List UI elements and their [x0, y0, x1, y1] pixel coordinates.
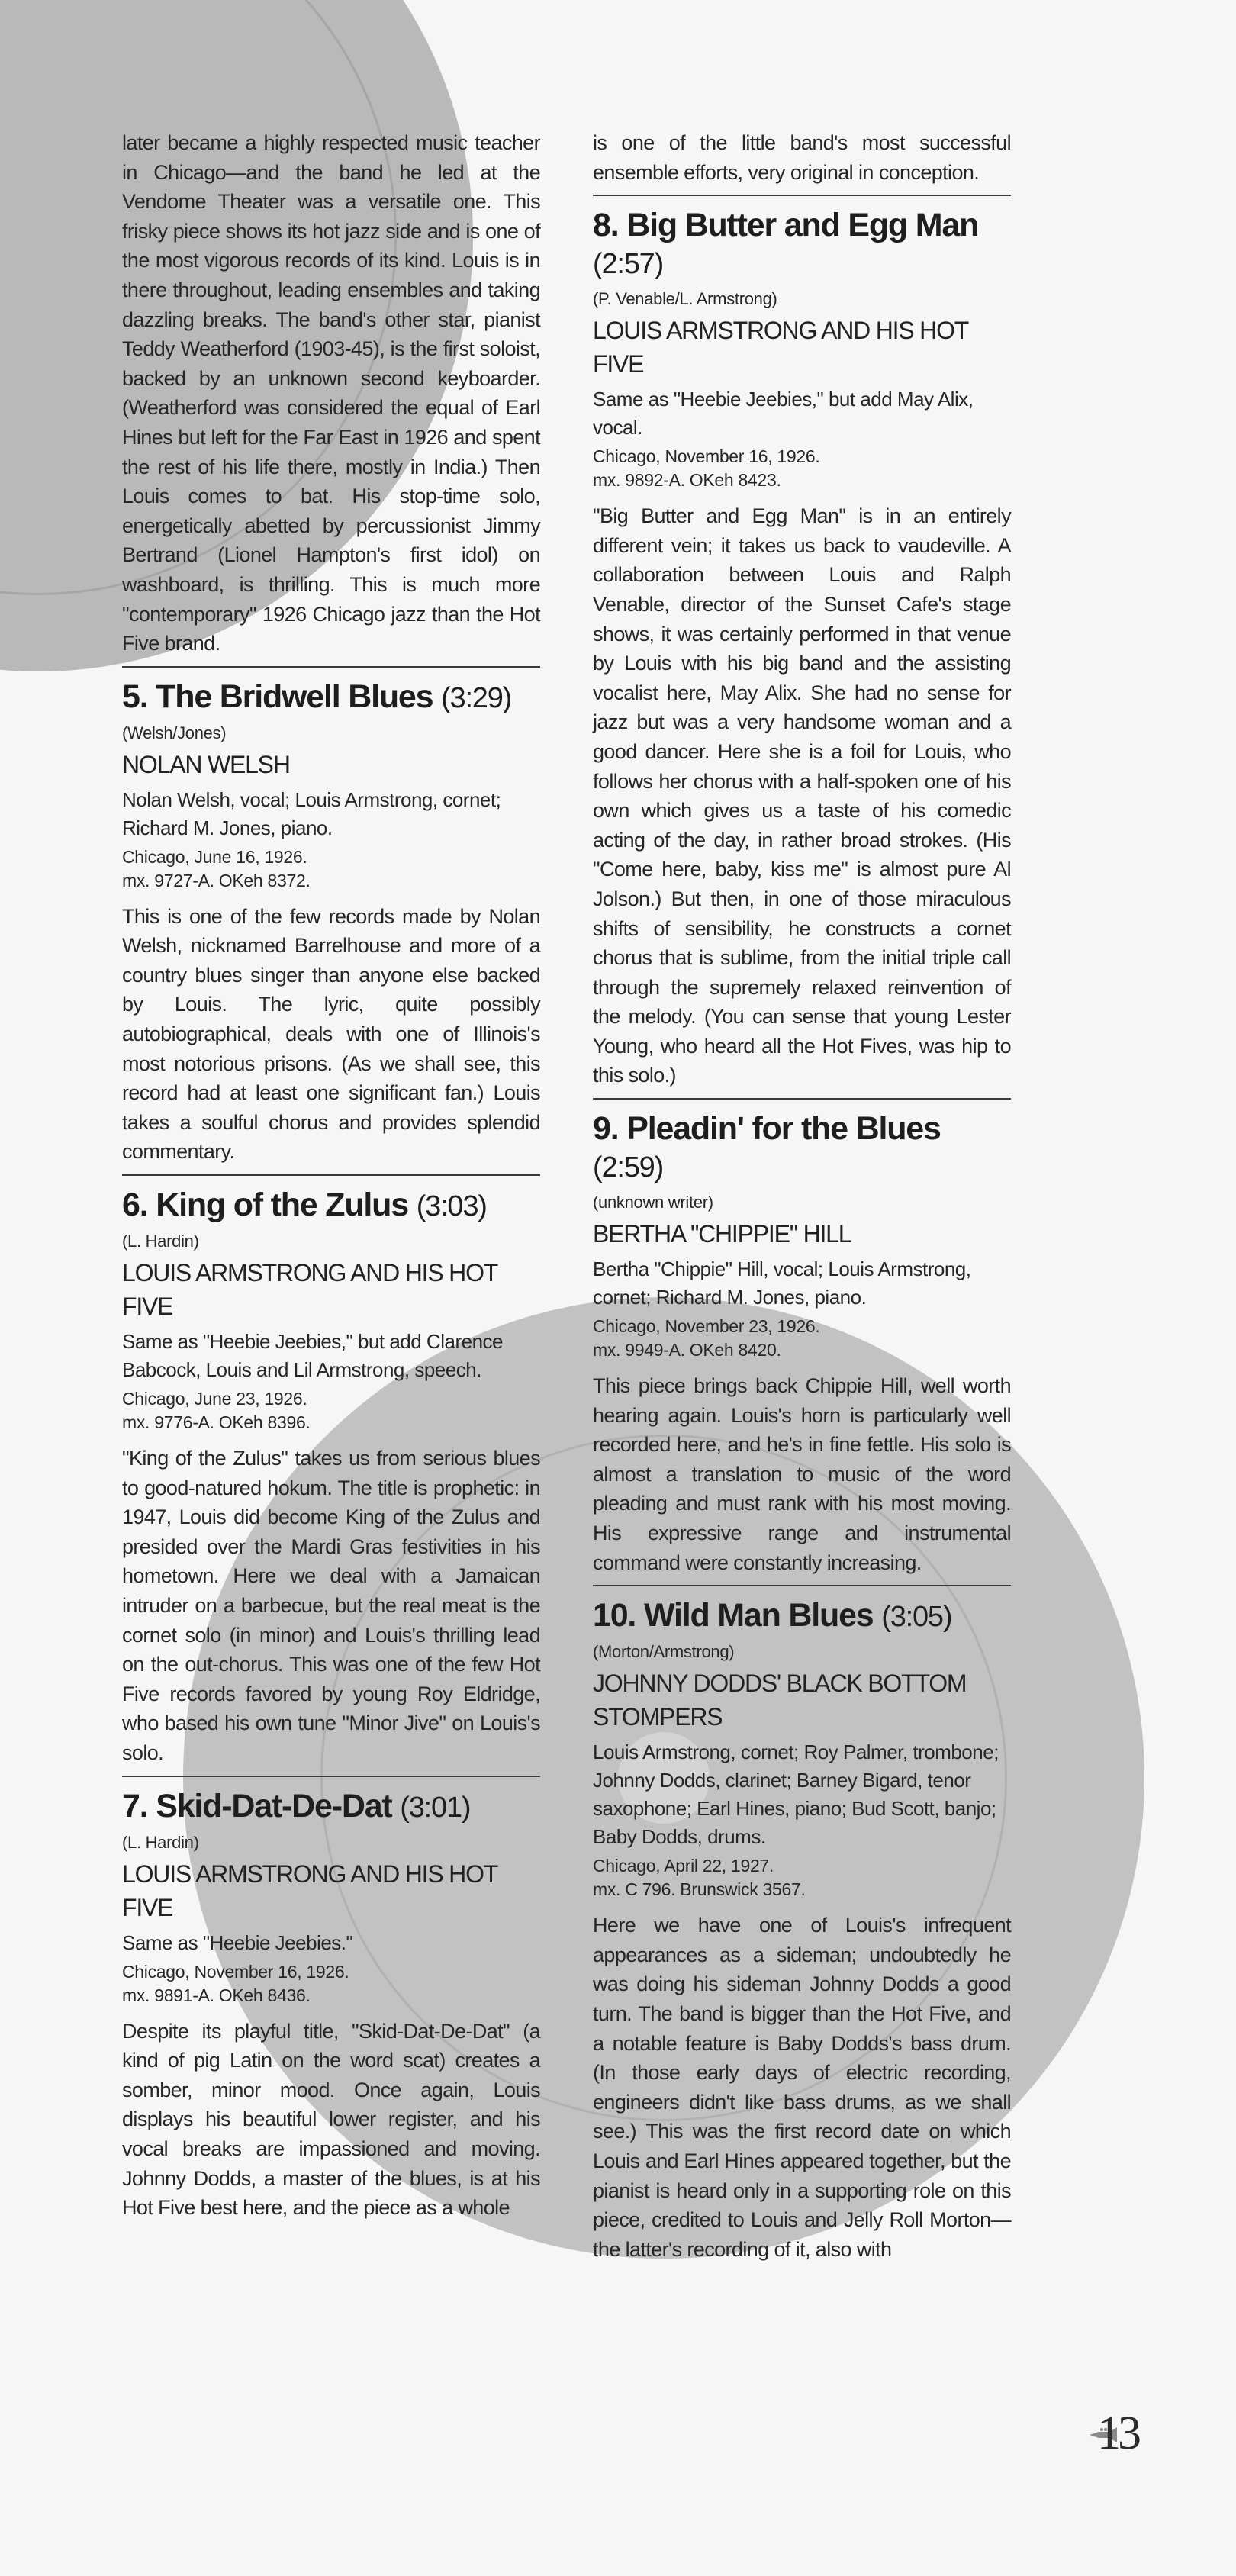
track-personnel: Louis Armstrong, cornet; Roy Palmer, trombone; Johnny Dodds, clarinet; Barney Bigard, tenor saxophone; Earl Hines, piano; Bud Scott, banjo; Baby Dodds, drums. [593, 1740, 999, 1849]
track-duration: (3:29) [441, 681, 512, 714]
track-band: LOUIS ARMSTRONG AND HIS HOT FIVE [122, 1860, 497, 1921]
track-entry-9 [593, 1110, 1011, 1577]
track-notes: "King of the Zulus" takes us from serious blues to good-natured hokum. The title is prophetic: in 1947, Louis did become King of the Zulus and presided over the Mardi Gras festivities in his hometown. Here we deal with a Jamaican intruder on a barbecue, but the real meat is the cornet solo (in minor) and Louis's thrilling lead on the out-chorus. This was one of the few Hot Five records favored by young Roy Eldridge, who based his own tune "Minor Jive" on Louis's solo. [122, 1447, 540, 1764]
track-matrix: mx. 9891-A. OKeh 8436. [122, 1985, 311, 2005]
section-divider [593, 1585, 1011, 1586]
track-writers: (Morton/Armstrong) [593, 1642, 735, 1662]
track-name: Pleadin' for the Blues [626, 1110, 941, 1148]
track-personnel: Same as "Heebie Jeebies," but add May Alix, vocal. [593, 388, 974, 440]
track-name: The Bridwell Blues [156, 678, 433, 715]
continued-paragraph: is one of the little band's most successful ensemble efforts, very original in conception. [593, 131, 1011, 184]
right-column [593, 128, 1011, 2264]
track-title [593, 1110, 1011, 1187]
track-place-date: Chicago, April 22, 1927. [593, 1856, 774, 1876]
track-matrix: mx. C 796. Brunswick 3567. [593, 1879, 806, 1900]
track-title [593, 207, 1011, 283]
track-writers: (unknown writer) [593, 1193, 713, 1212]
track-matrix: mx. 9776-A. OKeh 8396. [122, 1412, 311, 1433]
track-personnel: Same as "Heebie Jeebies." [122, 1930, 353, 1954]
track-personnel: Same as "Heebie Jeebies," but add Clarence Babcock, Louis and Lil Armstrong, speech. [122, 1330, 503, 1382]
track-entry-8 [593, 207, 1011, 1090]
track-personnel: Nolan Welsh, vocal; Louis Armstrong, cornet; Richard M. Jones, piano. [122, 787, 501, 839]
track-writers: (L. Hardin) [122, 1832, 199, 1852]
track-personnel: Bertha "Chippie" Hill, vocal; Louis Armstrong, cornet; Richard M. Jones, piano. [593, 1257, 971, 1309]
track-duration: (2:59) [593, 1151, 664, 1184]
track-entry-5 [122, 678, 540, 1167]
track-notes: Here we have one of Louis's infrequent appearances as a sideman; undoubtedly he was doing his sideman Johnny Dodds a good turn. The band is bigger than the Hot Five, and a notable feature is Baby Dodds's bass drum. (In those early days of electric recording, engineers didn't like bass drums, as we shall see.) This was the first record date on which Louis and Earl Hines appeared together, but the pianist is heard only in a supporting role on this piece, credited to Louis and Jelly Roll Morton—the latter's recording of it, also with [593, 1914, 1011, 2261]
track-title [122, 1187, 540, 1225]
track-band: LOUIS ARMSTRONG AND HIS HOT FIVE [593, 317, 968, 378]
track-name: Big Butter and Egg Man [626, 207, 979, 244]
track-number: 8. [593, 207, 619, 244]
track-name: King of the Zulus [156, 1187, 408, 1224]
track-band: LOUIS ARMSTRONG AND HIS HOT FIVE [122, 1259, 497, 1321]
continued-paragraph: later became a highly respected music teacher in Chicago—and the band he led at the Vendome Theater was a versatile one. This frisky piece shows its hot jazz side and is one of the most vigorous records of its kind. Louis is in there throughout, leading ensembles and taking dazzling breaks. The band's other star, pianist Teddy Weatherford (1903-45), is the first soloist, backed by an unknown second keyboarder. (Weatherford was considered the equal of Earl Hines but left for the Far East in 1926 and spent the rest of his life there, mostly in India.) Then Louis comes to bat. His stop-time solo, energetically abetted by percussionist Jimmy Bertrand (Lionel Hampton's first idol) on washboard, is thrilling. This is much more "contemporary" 1926 Chicago jazz than the Hot Five brand. [122, 131, 540, 655]
track-matrix: mx. 9892-A. OKeh 8423. [593, 470, 781, 491]
track-number: 7. [122, 1787, 148, 1824]
track-writers: (Welsh/Jones) [122, 723, 227, 742]
track-number: 6. [122, 1187, 148, 1224]
track-title [122, 1788, 540, 1827]
track-place-date: Chicago, November 16, 1926. [122, 1961, 349, 1982]
section-divider [122, 1776, 540, 1777]
section-divider [122, 1174, 540, 1176]
track-entry-7 [122, 1788, 540, 2223]
track-duration: (3:01) [400, 1791, 471, 1824]
track-number: 9. [593, 1110, 619, 1148]
track-name: Wild Man Blues [643, 1597, 874, 1634]
track-title [593, 1597, 1011, 1636]
track-number: 10. [593, 1597, 636, 1634]
track-duration: (2:57) [593, 248, 664, 281]
track-place-date: Chicago, November 16, 1926. [593, 446, 820, 467]
track-duration: (3:05) [881, 1601, 952, 1634]
section-divider [593, 195, 1011, 196]
track-band: BERTHA "CHIPPIE" HILL [593, 1220, 851, 1248]
track-matrix: mx. 9949-A. OKeh 8420. [593, 1340, 781, 1360]
track-writers: (L. Hardin) [122, 1232, 199, 1251]
track-place-date: Chicago, November 23, 1926. [593, 1316, 820, 1337]
track-notes: Despite its playful title, "Skid-Dat-De-Dat" (a kind of pig Latin on the word scat) creates a somber, minor mood. Once again, Louis displays his beautiful lower register, and his vocal breaks are impassioned and moving. Johnny Dodds, a master of the blues, is at his Hot Five best here, and the piece as a whole [122, 2019, 540, 2220]
track-name: Skid-Dat-De-Dat [156, 1787, 392, 1824]
section-divider [593, 1098, 1011, 1100]
track-number: 5. [122, 678, 148, 715]
track-duration: (3:03) [416, 1190, 487, 1223]
track-place-date: Chicago, June 16, 1926. [122, 846, 307, 867]
left-column [122, 128, 540, 2223]
track-entry-6 [122, 1187, 540, 1768]
track-notes: This is one of the few records made by Nolan Welsh, nicknamed Barrelhouse and more of a country blues singer than anyone else backed by Louis. The lyric, quite possibly autobiographical, deals with one of Illinois's most notorious prisons. (As we shall see, this record had at least one significant fan.) Louis takes a soulful chorus and provides splendid commentary. [122, 904, 540, 1164]
track-notes: "Big Butter and Egg Man" is in an entirely different vein; it takes us back to vaudeville. A collaboration between Louis and Ralph Venable, director of the Sunset Cafe's stage shows, it was certainly performed in that venue by Louis with his big band and the assisting vocalist here, May Alix. She had no sense for jazz but was a very handsome woman and a good dancer. Here she is a foil for Louis, who follows her chorus with a half-spoken one of his own which gives us a taste of his comedic acting of the day, in rather broad strokes. (His "Come here, baby, kiss me" is almost pure Al Jolson.) But then, in one of those miraculous shifts of sensibility, he constructs a cornet chorus that is sublime, from the initial triple call through the supremely relaxed reinvention of the melody. (You can sense that young Lester Young, who heard all the Hot Fives, was hip to this solo.) [593, 504, 1011, 1087]
page-number: 13 [1097, 2407, 1138, 2459]
track-entry-10 [593, 1597, 1011, 2264]
track-matrix: mx. 9727-A. OKeh 8372. [122, 870, 311, 890]
track-notes: This piece brings back Chippie Hill, well worth hearing again. Louis's horn is particularly well recorded here, and he's in fine fettle. His solo is almost a translation to music of the word pleading and must rank with his most moving. His expressive range and instrumental command were constantly increasing. [593, 1374, 1011, 1574]
track-writers: (P. Venable/L. Armstrong) [593, 289, 777, 309]
track-place-date: Chicago, June 23, 1926. [122, 1389, 307, 1409]
track-band: NOLAN WELSH [122, 750, 290, 778]
section-divider [122, 666, 540, 668]
track-title [122, 678, 540, 717]
track-band: JOHNNY DODDS' BLACK BOTTOM STOMPERS [593, 1670, 967, 1731]
